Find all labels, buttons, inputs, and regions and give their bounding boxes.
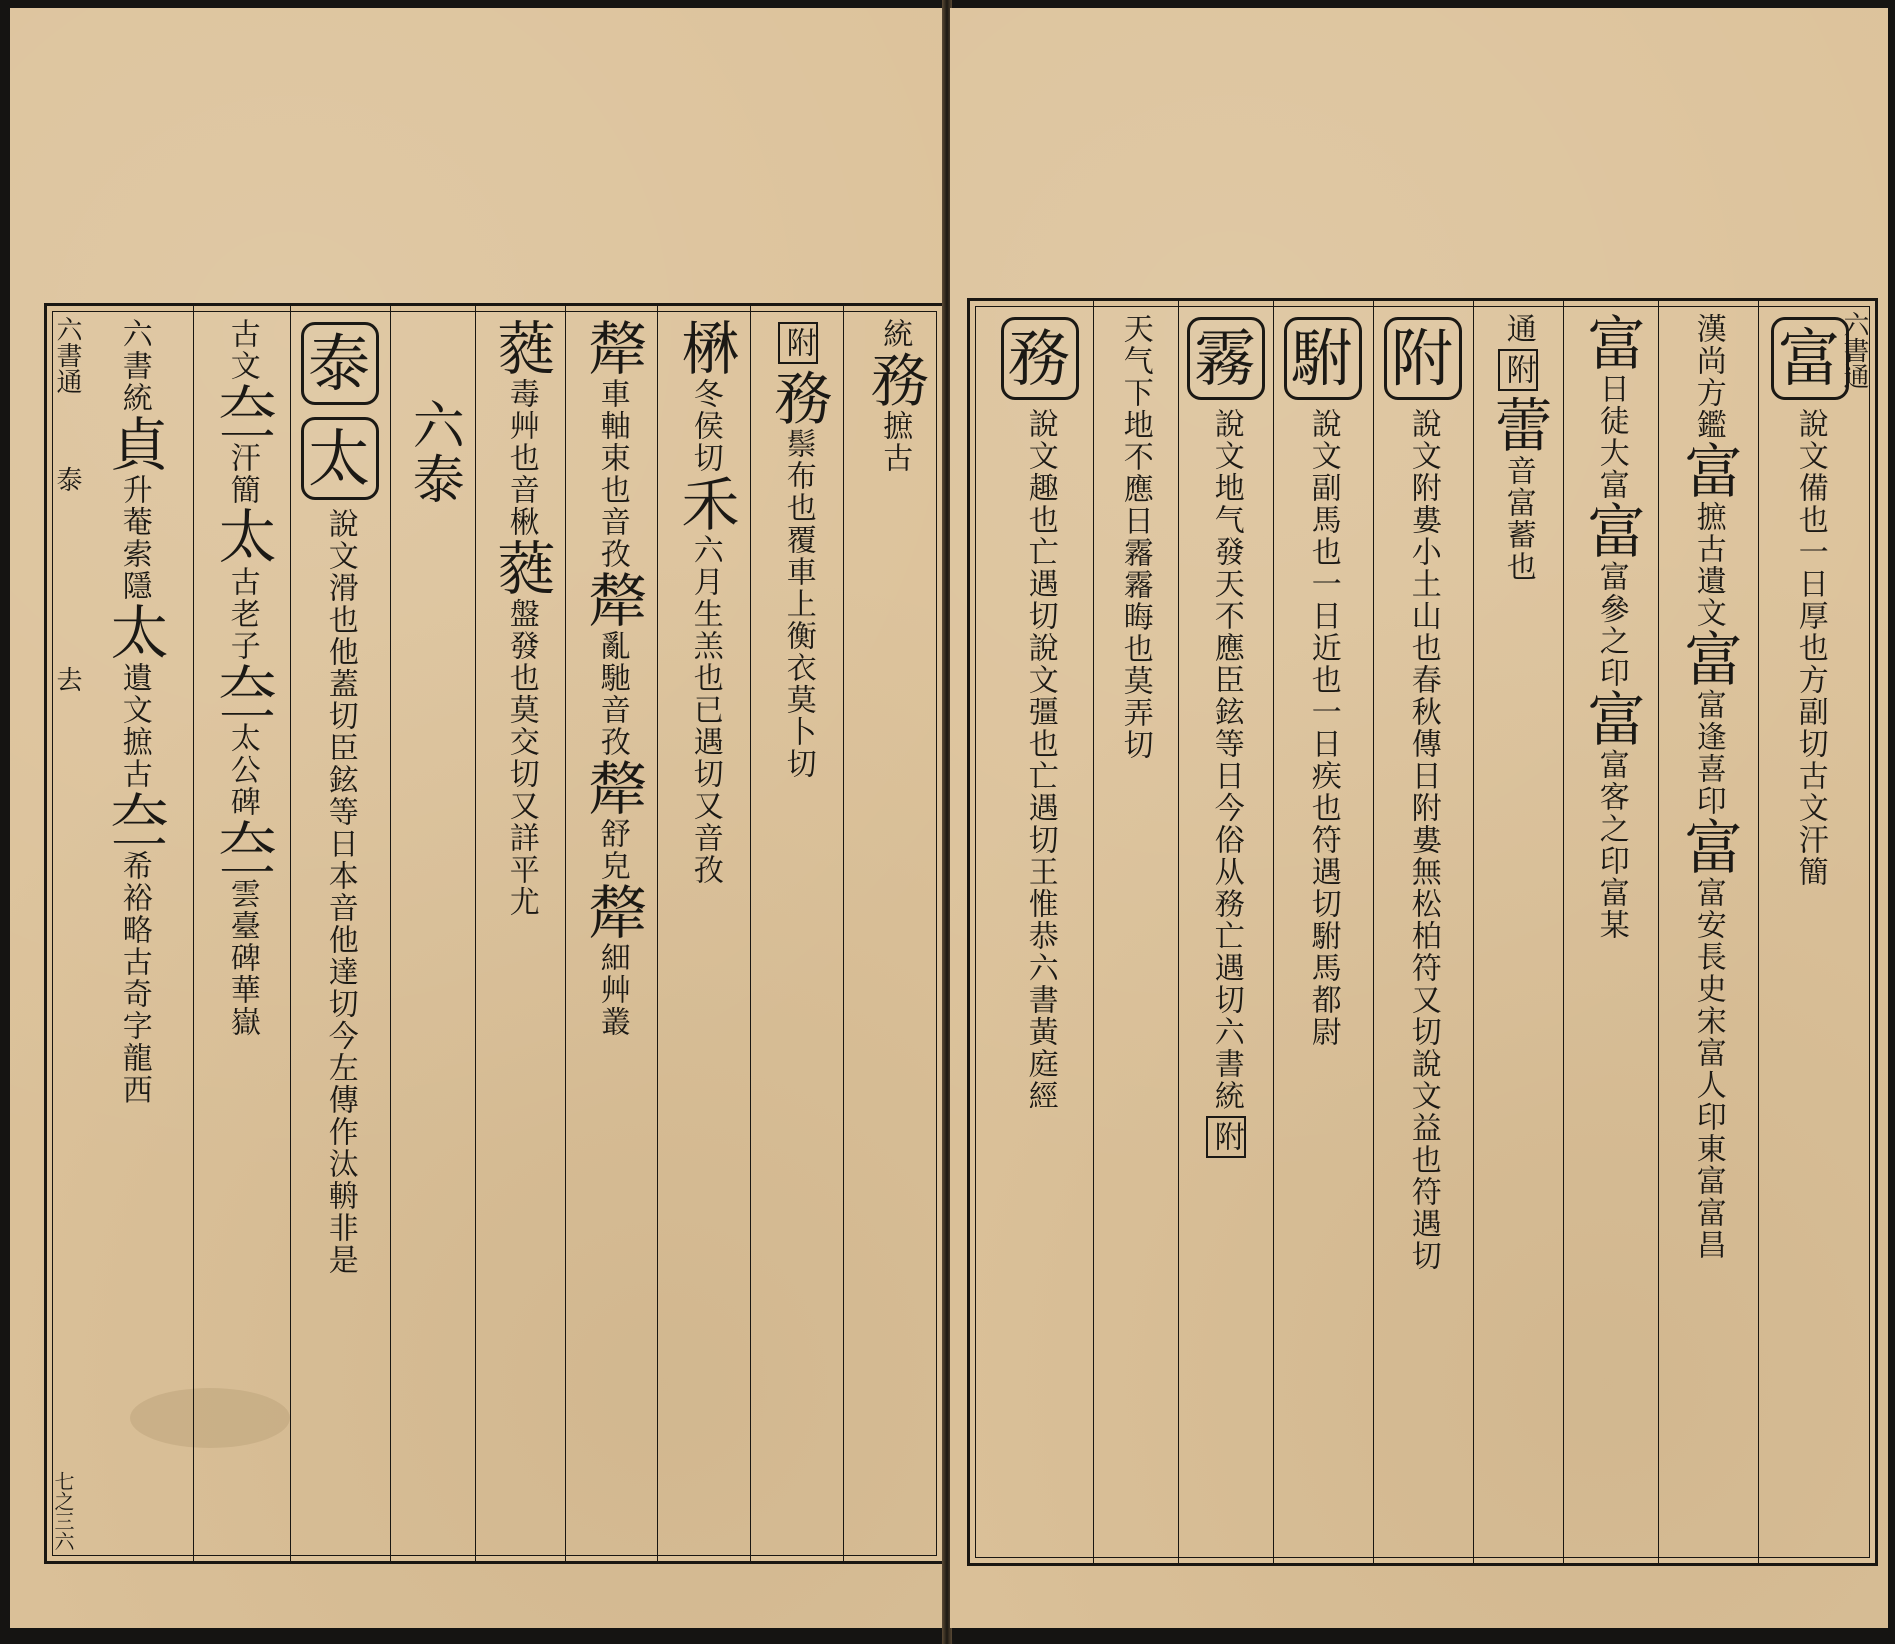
annotation: 說文地气發天不應臣鉉 — [1208, 408, 1244, 729]
annotation: 富客 — [1593, 749, 1629, 813]
book-title-label: 六書通 — [52, 316, 82, 394]
seal-character: 夳 — [100, 790, 169, 850]
annotation: 車軸束 — [594, 378, 630, 474]
annotation: 汗簡 — [224, 442, 260, 506]
seal-character: 楙 — [671, 318, 740, 378]
column-rule — [1563, 301, 1564, 1563]
annotation: 舒皃 — [594, 818, 630, 882]
column-label: 統 — [877, 318, 913, 350]
seal-character: 富 — [1674, 441, 1743, 501]
seal-character: 太 — [100, 602, 169, 662]
annotation: 富參 — [1593, 561, 1629, 625]
annotation: 黃庭經 — [1022, 1016, 1058, 1113]
seal-character: 蕤 — [487, 538, 556, 598]
annotation: 東富 — [1690, 1133, 1726, 1197]
annotation: 日徒 — [1593, 373, 1629, 437]
annotation: 之印 — [1593, 625, 1629, 689]
folio-number: 七之三六 — [51, 1471, 75, 1551]
right-col-5 — [1375, 313, 1471, 1551]
annotation: 亡遇切 — [1022, 760, 1058, 857]
seal-character: 富 — [1674, 629, 1743, 689]
headword-box: 富 — [1771, 317, 1849, 400]
column-rule — [193, 306, 194, 1561]
annotation: 古老子 — [224, 566, 260, 662]
left-col-9 — [77, 318, 191, 1549]
right-col-2 — [1660, 313, 1756, 1551]
annotation: 亡遇切 — [1022, 536, 1058, 633]
column-rule — [290, 306, 291, 1561]
annotation: 古文 — [1792, 760, 1828, 825]
headword-box: 附 — [1384, 317, 1462, 400]
annotation: 之印 — [1593, 813, 1629, 877]
seal-character: 犛 — [578, 758, 647, 818]
annotation: 龍西 — [116, 1042, 152, 1106]
annotation: 汗簡 — [1792, 824, 1828, 889]
annotation: 大富 — [1593, 437, 1629, 501]
annotation: 長史 — [1690, 941, 1726, 1005]
annotation: 說文趣也 — [1022, 408, 1058, 537]
right-col-4 — [1475, 313, 1561, 1551]
annotation: 雲臺 — [224, 878, 260, 942]
right-col-7 — [1180, 313, 1272, 1551]
annotation: 音楸 — [503, 474, 539, 538]
annotation: 霿霿晦也莫弄切 — [1117, 537, 1153, 761]
column-rule — [1758, 301, 1759, 1563]
annotation: 符遇切 — [1405, 1176, 1441, 1273]
column-rule — [1658, 301, 1659, 1563]
left-col-5 — [477, 318, 565, 1549]
headword-box: 駙 — [1284, 317, 1362, 400]
annotation: 喜印 — [1690, 753, 1726, 817]
column-rule — [475, 306, 476, 1561]
annotation: 亂馳 — [594, 630, 630, 694]
headword-box: 務 — [1001, 317, 1079, 400]
column-rule — [390, 306, 391, 1561]
annotation: 衡衣莫卜切 — [780, 620, 816, 780]
seal-character: 富 — [1577, 501, 1646, 561]
section-heading: 六泰 — [403, 398, 464, 506]
right-page-frame — [967, 298, 1878, 1566]
annotation: 人印 — [1690, 1069, 1726, 1133]
left-page-frame — [44, 303, 945, 1564]
annotation: 駙馬都尉 — [1305, 920, 1341, 1049]
right-col-8 — [1095, 313, 1175, 1551]
annotation: 六書統 — [1208, 1016, 1244, 1113]
annotation: 碑 — [224, 786, 260, 818]
annotation: 富某 — [1593, 877, 1629, 941]
seal-character: 禾 — [671, 474, 740, 534]
headword-box: 泰 — [301, 322, 379, 405]
annotation: 摭古 — [1690, 501, 1726, 565]
right-col-9 — [990, 313, 1090, 1551]
column-rule — [657, 306, 658, 1561]
seal-character: 犛 — [578, 570, 647, 630]
right-col-3 — [1565, 313, 1657, 1551]
section-label: 泰 — [52, 466, 82, 492]
column-rule — [1373, 301, 1374, 1563]
annotation: 說文副馬也一日近 — [1305, 408, 1341, 665]
annotation: 天气下地不應日 — [1117, 313, 1153, 537]
annotation: 等日今俗从務亡遇切 — [1208, 728, 1244, 1017]
left-col-3 — [659, 318, 751, 1549]
annotation: 王惟恭 — [1022, 856, 1058, 953]
annotation: 音富 — [1500, 455, 1536, 519]
annotation: 遺文 — [116, 662, 152, 726]
seal-character: 夳 — [208, 662, 277, 722]
tone-label: 去 — [52, 666, 82, 692]
annotation: 厚也方副切 — [1792, 600, 1828, 761]
annotation: 略古 — [116, 914, 152, 978]
annotation: 奇字 — [116, 978, 152, 1042]
annotation: 富逢 — [1690, 689, 1726, 753]
seal-character: 夳 — [208, 818, 277, 878]
headword-box: 太 — [301, 417, 379, 500]
column-label: 漢尚方鑑 — [1690, 313, 1726, 441]
seal-character: 太 — [208, 506, 277, 566]
annotation: 傳日附婁無松柏符又切 — [1405, 728, 1441, 1049]
headword-box: 霧 — [1187, 317, 1265, 400]
annotation: 又詳平尤 — [503, 790, 539, 918]
column-rule — [1273, 301, 1274, 1563]
annotation: 富安 — [1690, 877, 1726, 941]
annotation: 碑 — [224, 942, 260, 974]
right-col-1 — [1760, 313, 1860, 1551]
seal-character: 犛 — [578, 318, 647, 378]
column-rule — [1093, 301, 1094, 1563]
variant-tag: 附 — [778, 322, 818, 364]
column-rule — [1473, 301, 1474, 1563]
annotation: 也一日疾也符遇切 — [1305, 664, 1341, 921]
annotation: 說文彊也 — [1022, 632, 1058, 761]
annotation: 音孜 — [594, 694, 630, 758]
annotation: 音他達切今左傳作汰輈非是 — [322, 892, 358, 1277]
column-label: 六書統 — [116, 318, 152, 414]
annotation: 細艸叢 — [594, 942, 630, 1038]
annotation: 也音孜 — [594, 474, 630, 570]
seal-character: 務 — [860, 350, 929, 410]
annotation: 六月生羔也已 — [687, 534, 723, 726]
annotation: 宋富 — [1690, 1005, 1726, 1069]
annotation: 說文滑也他蓋切臣鉉等日本 — [322, 508, 358, 893]
left-col-7 — [292, 318, 388, 1549]
annotation: 遺文 — [1690, 565, 1726, 629]
annotation: 希裕 — [116, 850, 152, 914]
seal-character: 貞 — [100, 414, 169, 474]
seal-character: 蕾 — [1484, 395, 1553, 455]
book-title-label: 六書通 — [1839, 311, 1869, 389]
annotation: 冬 — [687, 378, 723, 410]
annotation: 升菴 — [116, 474, 152, 538]
seal-character: 富 — [1577, 689, 1646, 749]
annotation: 說文備也一日 — [1792, 408, 1828, 601]
left-col-2 — [752, 318, 844, 1549]
annotation: 蓄也 — [1500, 519, 1536, 583]
annotation: 鬃布也覆車上 — [780, 428, 816, 620]
annotation: 盤發也莫交切 — [503, 598, 539, 790]
seal-character: 犛 — [578, 882, 647, 942]
left-col-4 — [567, 318, 657, 1549]
seal-character: 富 — [1577, 313, 1646, 373]
annotation: 摭古 — [116, 726, 152, 790]
annotation: 富昌 — [1690, 1197, 1726, 1261]
annotation: 摭古 — [877, 410, 913, 474]
seal-character: 富 — [1674, 817, 1743, 877]
annotation: 毒艸也 — [503, 378, 539, 474]
right-col-6 — [1275, 313, 1371, 1551]
left-col-6-heading — [392, 318, 474, 1549]
right-page — [950, 8, 1888, 1628]
variant-tag: 附 — [1498, 349, 1538, 391]
annotation: 遇切又音孜 — [687, 726, 723, 886]
annotation: 侯切 — [687, 410, 723, 474]
annotation: 說文附婁小土山也春秋 — [1405, 408, 1441, 729]
left-col-8 — [195, 318, 289, 1549]
left-col-1 — [847, 318, 942, 1549]
seal-character: 務 — [764, 368, 833, 428]
left-page — [10, 8, 944, 1628]
column-label: 古文 — [224, 318, 260, 382]
annotation: 通 — [1500, 313, 1536, 345]
annotation: 華嶽 — [224, 974, 260, 1038]
annotation: 六書 — [1022, 952, 1058, 1017]
annotation: 太公 — [224, 722, 260, 786]
column-rule — [565, 306, 566, 1561]
annotation: 說文益也 — [1405, 1048, 1441, 1177]
column-rule — [1178, 301, 1179, 1563]
annotation: 索隱 — [116, 538, 152, 602]
variant-tag: 附 — [1206, 1116, 1246, 1158]
seal-character: 夳 — [208, 382, 277, 442]
seal-character: 蕤 — [487, 318, 556, 378]
